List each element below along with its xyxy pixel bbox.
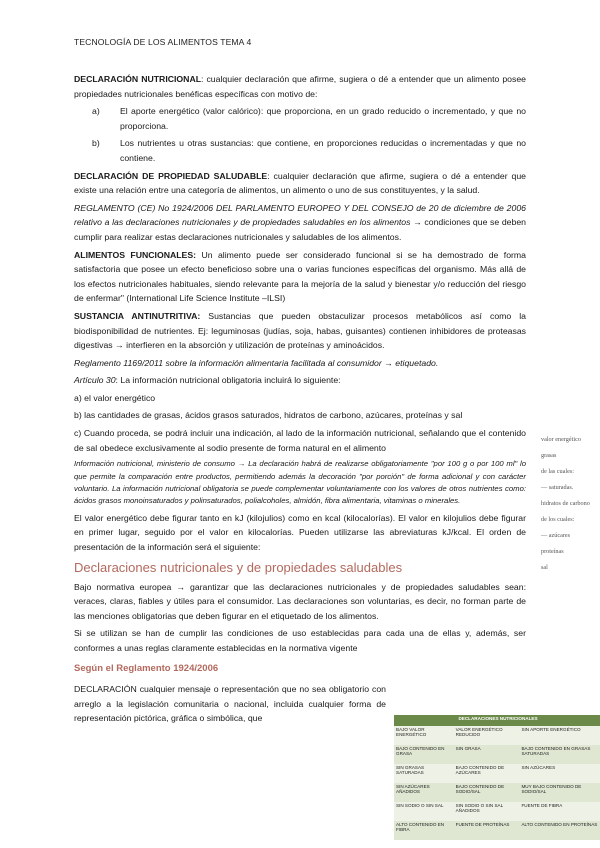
para-normativa: Bajo normativa europea → garantizar que las declaraciones nutricionales y de propiedades saludables sean: veraces, claras, fiables y útiles para el consumidor. Las declaraciones son voluntarias, es decir, no forman parte de las menciones obligatorias que deben figurar en el etiquetado de los alimentos.	[74, 581, 526, 621]
table-cell: ALTO CONTENIDO EN FIBRA	[394, 821, 454, 840]
table-cell: FUENTE DE PROTEÍNAS	[454, 821, 520, 840]
para-informacion-nutricional: Información nutricional, ministerio de consumo → La declaración habrá de realizarse obligatoriamente "por 100 g o por 100 ml" lo que permite la comparación entre productos, permitiendo además la decoración "por porción" de forma adicional y con carácter voluntario. La información nutricional obligatoria se puede complementar voluntariamente con los valores de otros nutrientes como: ácidos grasos monoinsaturados y polinsaturados, polialcoholes, almidón, fibra alimentaria, vitaminas o minerales.	[74, 459, 526, 506]
section-heading: Declaraciones nutricionales y de propiedades saludables	[74, 559, 403, 575]
page-header: TECNOLOGÍA DE LOS ALIMENTOS TEMA 4	[74, 37, 252, 47]
table-row	[394, 783, 600, 802]
para-propiedad-saludable	[74, 169, 526, 198]
nutrition-claims-table	[394, 715, 600, 840]
para-reglamento	[74, 201, 526, 245]
list-item	[74, 104, 526, 133]
table-cell: BAJO CONTENIDO EN GRASA	[394, 745, 454, 764]
side-item: — azúcares	[541, 532, 571, 539]
term-bold: ALIMENTOS FUNCIONALES:	[74, 249, 197, 260]
table-cell: BAJO CONTENIDO DE SODIO/SAL	[454, 783, 520, 802]
side-item: grasas	[541, 452, 557, 459]
para-declaracion-nutricional	[74, 72, 526, 101]
table-cell: ALTO CONTENIDO EN PROTEÍNAS	[519, 821, 600, 840]
side-item: sal	[541, 564, 548, 571]
para-reglamento-1169: Reglamento 1169/2011 sobre la información alimentaria facilitada al consumidor → etiquetado.	[74, 357, 439, 368]
term-bold: DECLARACIÓN DE PROPIEDAD SALUDABLE	[74, 170, 268, 181]
para-alimentos-funcionales	[74, 248, 526, 306]
table-cell: FUENTE DE FIBRA	[519, 802, 600, 821]
para-text: : cualquier declaración que afirme, sugiera o dé a entender que existe una relación entre una categoría de alimentos, un alimento o uno de sus constituyentes, y la salud.	[74, 170, 526, 196]
table-row	[394, 802, 600, 821]
list-marker: b)	[92, 138, 100, 149]
para-valor-energetico: El valor energético debe figurar tanto en kJ (kilojulios) como en kcal (kilocalorías). El valor en kilojulios debe figurar en primer lugar, seguido por el valor en kilocalorías. Pueden utilizarse las abreviaturas kJ/kcal. El orden de presentación de la información será el siguiente:	[74, 512, 526, 553]
side-item: valor energético	[541, 436, 581, 443]
table-row	[394, 745, 600, 764]
list-marker: a)	[92, 106, 100, 117]
side-nutrient-order	[541, 432, 599, 576]
para-text: Un alimento puede ser considerado funcional si se ha demostrado de forma satisfactoria que posee un efecto beneficioso sobre una o varias funciones específicas del organismo. Más allá de los efectos nutricionales habituales, siendo relevante para la mejoría de la salud y bienestar y/o reducción del riesgo de enfermar" (International Life Science Institute –ILSI)	[74, 249, 526, 304]
side-item: de las cuales:	[541, 468, 574, 475]
list-item	[74, 136, 526, 165]
main-column	[74, 72, 526, 726]
table-cell: MUY BAJO CONTENIDO DE SODIO/SAL	[519, 783, 600, 802]
table-title: DECLARACIONES NUTRICIONALES	[394, 715, 600, 726]
table-cell: SIN APORTE ENERGÉTICO	[519, 726, 600, 745]
table-row	[394, 726, 600, 745]
para-text: : cualquier declaración que afirme, sugiera o dé a entender que un alimento posee propiedades nutricionales benéficas específicas con motivo de:	[74, 74, 526, 99]
table-cell: BAJO VALOR ENERGÉTICO	[394, 726, 454, 745]
side-item: proteínas	[541, 548, 564, 555]
term-bold: DECLARACIÓN NUTRICIONAL	[74, 74, 202, 84]
list2-item: a) el valor energético	[74, 392, 156, 403]
list2-item: b) las cantidades de grasas, ácidos grasos saturados, hidratos de carbono, azúcares, proteínas y sal	[74, 410, 463, 421]
para-text: Sustancias que pueden obstaculizar procesos metabólicos así como la biodisponibilidad de nutrientes. Ej: leguminosas (judías, soja, habas, guisantes) contienen inhibidores de proteasas digestivas → interfieren en la absorción y utilización de proteínas y aminoácidos.	[74, 310, 526, 351]
table-cell: SIN SODIO O SIN SAL	[394, 802, 454, 821]
table-cell: BAJO CONTENIDO DE AZÚCARES	[454, 764, 520, 783]
table-cell: BAJO CONTENIDO EN GRASAS SATURADAS	[519, 745, 600, 764]
italic-text: Artículo 30	[74, 375, 116, 386]
list2-item: c) Cuando proceda, se podrá incluir una indicación, al lado de la información nutricional, señalando que el contenido de sal obedece exclusivamente al sodio presente de forma natural en el alimento	[74, 428, 526, 453]
list-text: Los nutrientes u otras sustancias: que contiene, en proporciones reducidas o incrementadas y que no contiene.	[120, 138, 526, 163]
para-articulo-30	[74, 373, 526, 388]
table-cell: SIN SODIO O SIN SAL AÑADIDOS	[454, 802, 520, 821]
side-item: de los cuales:	[541, 516, 575, 523]
term-bold: SUSTANCIA ANTINUTRITIVA:	[74, 310, 201, 321]
table-row	[394, 764, 600, 783]
list-text: El aporte energético (valor calórico): que proporciona, en un grado reducido o incrementado, y que no proporciona.	[120, 106, 526, 131]
table-cell: SIN AZÚCARES	[519, 764, 600, 783]
para-text: : La información nutricional obligatoria incluirá lo siguiente:	[115, 375, 341, 386]
table-row	[394, 821, 600, 840]
table-cell: SIN GRASAS SATURADAS	[394, 764, 454, 783]
table-cell: VALOR ENERGÉTICO REDUCIDO	[454, 726, 520, 745]
para-text: → condiciones que se deben cumplir para realizar estas declaraciones nutricionales y saludables de los alimentos.	[74, 217, 526, 242]
italic-text: REGLAMENTO (CE) No 1924/2006 DEL PARLAMENTO EUROPEO Y DEL CONSEJO de 20 de diciembre de 2006 relativo a las declaraciones nutricionales y de propiedades saludables en los alimentos	[74, 202, 526, 228]
side-item: hidratos de carbono	[541, 500, 590, 507]
table-cell: SIN AZÚCARES AÑADIDOS	[394, 783, 454, 802]
para-declaracion-def: DECLARACIÓN cualquier mensaje o representación que no sea obligatorio con arreglo a la legislación comunitaria o nacional, incluida cualquier forma de representación pictórica, gráfica o simbólica, que	[74, 684, 386, 724]
para-condiciones: Si se utilizan se han de cumplir las condiciones de uso establecidas para cada una de ellas y, además, ser conformes a unas reglas claramente establecidas en la normativa vigente	[74, 628, 526, 654]
table-cell: SIN GRASA	[454, 745, 520, 764]
subsection-heading: Según el Reglamento 1924/2006	[74, 662, 219, 674]
side-item: — saturadas.	[541, 484, 574, 491]
para-sustancia-antinutritiva	[74, 309, 526, 353]
